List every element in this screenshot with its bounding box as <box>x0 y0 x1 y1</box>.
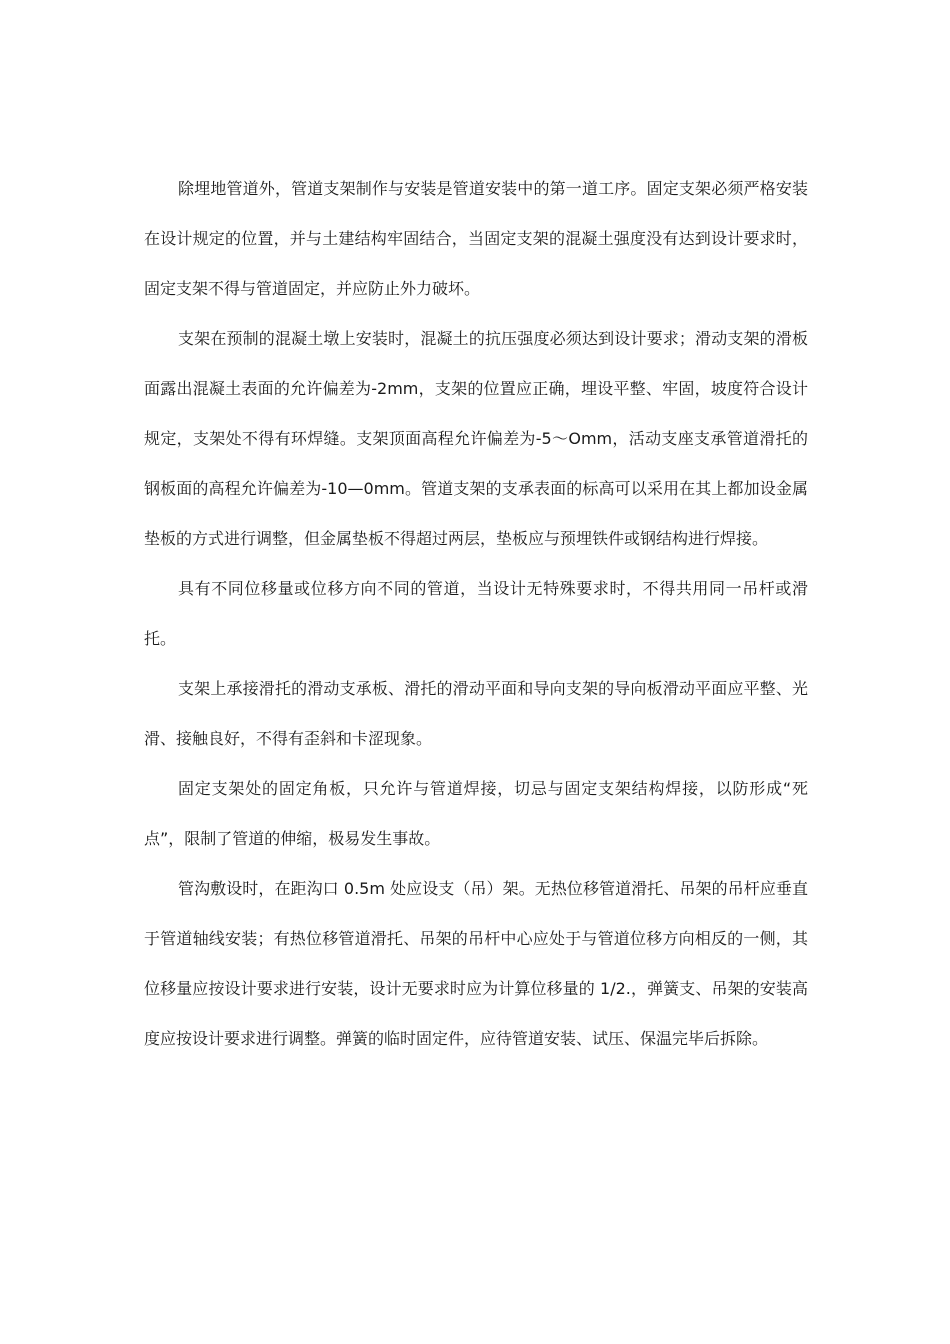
paragraph-5: 固定支架处的固定角板，只允许与管道焊接，切忌与固定支架结构焊接，以防形成“死点”，限制了管道的伸缩，极易发生事故。 <box>144 779 808 848</box>
paragraph-1: 除埋地管道外，管道支架制作与安装是管道安装中的第一道工序。固定支架必须严格安装在设计规定的位置，并与土建结构牢固结合，当固定支架的混凝土强度没有达到设计要求时，固定支架不得与管道固定，并应防止外力破坏。 <box>144 179 808 298</box>
document-body <box>144 164 808 1064</box>
paragraph-2: 支架在预制的混凝土墩上安装时，混凝土的抗压强度必须达到设计要求；滑动支架的滑板面露出混凝土表面的允许偏差为-2mm，支架的位置应正确，埋设平整、牢固，坡度符合设计规定，支架处不得有环焊缝。支架顶面高程允许偏差为-5～Omm，活动支座支承管道滑托的钢板面的高程允许偏差为-10—0mm。管道支架的支承表面的标高可以采用在其上都加设金属垫板的方式进行调整，但金属垫板不得超过两层，垫板应与预埋铁件或钢结构进行焊接。 <box>144 329 808 548</box>
paragraph-6: 管沟敷设时，在距沟口 0.5m 处应设支（吊）架。无热位移管道滑托、吊架的吊杆应垂直于管道轴线安装；有热位移管道滑托、吊架的吊杆中心应处于与管道位移方向相反的一侧，其位移量应按设计要求进行安装，设计无要求时应为计算位移量的 1/2.，弹簧支、吊架的安装高度应按设计要求进行调整。弹簧的临时固定件，应待管道安装、试压、保温完毕后拆除。 <box>144 879 808 1048</box>
paragraph-4: 支架上承接滑托的滑动支承板、滑托的滑动平面和导向支架的导向板滑动平面应平整、光滑、接触良好，不得有歪斜和卡涩现象。 <box>144 679 808 748</box>
paragraph-3: 具有不同位移量或位移方向不同的管道，当设计无特殊要求时，不得共用同一吊杆或滑托。 <box>144 579 808 648</box>
